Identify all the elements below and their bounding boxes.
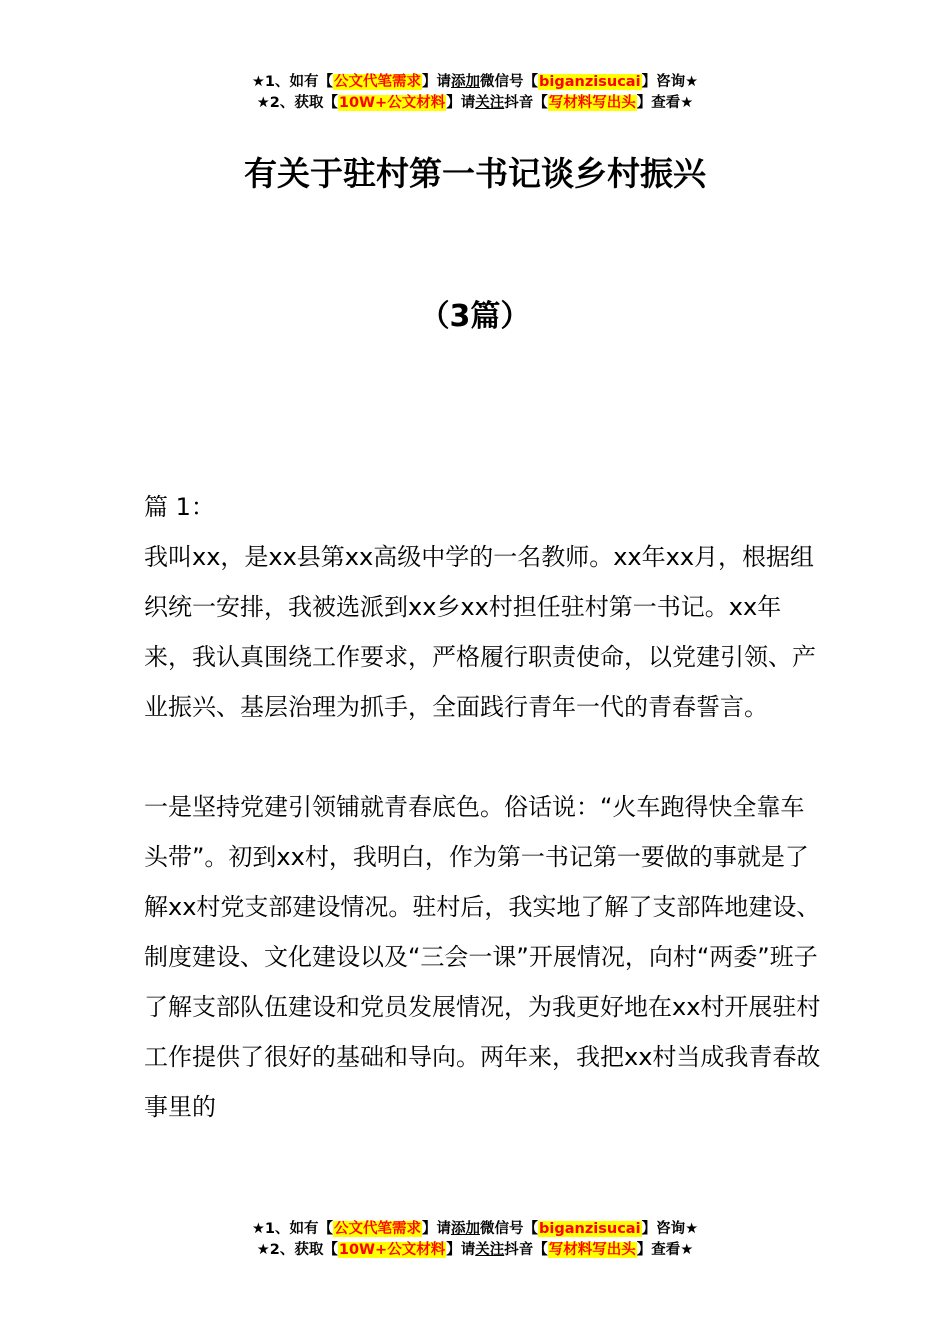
paragraph-2: 一是坚持党建引领铺就青春底色。俗话说：“火车跑得快全靠车头带”。初到xx村，我明白，作为第一书记第一要做的事就是了解xx村党支部建设情况。驻村后，我实地了解了支部阵地建设、制度建设、文化建设以及“三会一课”开展情况，向村“两委”班子了解支部队伍建设和党员发展情况，为我更好地在xx村开展驻村工作提供了很好的基础和导向。两年来，我把xx村当成我青春故事里的 — [144, 793, 821, 1121]
highlight-materials: 10W+公文材料 — [338, 95, 446, 111]
highlight-douyin: 写材料写出头 — [548, 95, 636, 111]
highlight-service: 公文代笔需求 — [334, 74, 422, 90]
paragraph-1: 我叫xx，是xx县第xx高级中学的一名教师。xx年xx月，根据组织统一安排，我被选派到xx乡xx村担任驻村第一书记。xx年来，我认真围绕工作要求，严格履行职责使命，以党建引领、产业振兴、基层治理为抓手，全面践行青年一代的青春誓言。 — [144, 543, 816, 721]
document-title: 有关于驻村第一书记谈乡村振兴 — [244, 154, 706, 193]
highlight-wechat-id: biganzisucai — [539, 1221, 641, 1237]
highlight-service: 公文代笔需求 — [334, 1221, 422, 1237]
document-subtitle: （3篇） — [419, 299, 531, 334]
paragraph-spacer — [144, 732, 824, 782]
banner-line-2: ★2、获取【10W+公文材料】请关注抖音【写材料写出头】查看★ — [256, 95, 694, 111]
header-banner — [0, 72, 950, 114]
highlight-douyin: 写材料写出头 — [548, 1242, 636, 1258]
footer-banner — [0, 1219, 950, 1261]
banner-line-1: ★1、如有【公文代笔需求】请添加微信号【biganzisucai】咨询★ — [251, 1221, 699, 1237]
highlight-wechat-id: biganzisucai — [539, 74, 641, 90]
document-body — [144, 482, 824, 1132]
banner-line-1: ★1、如有【公文代笔需求】请添加微信号【biganzisucai】咨询★ — [251, 74, 699, 90]
banner-line-2: ★2、获取【10W+公文材料】请关注抖音【写材料写出头】查看★ — [256, 1242, 694, 1258]
section-label: 篇 1： — [144, 493, 215, 521]
highlight-materials: 10W+公文材料 — [338, 1242, 446, 1258]
